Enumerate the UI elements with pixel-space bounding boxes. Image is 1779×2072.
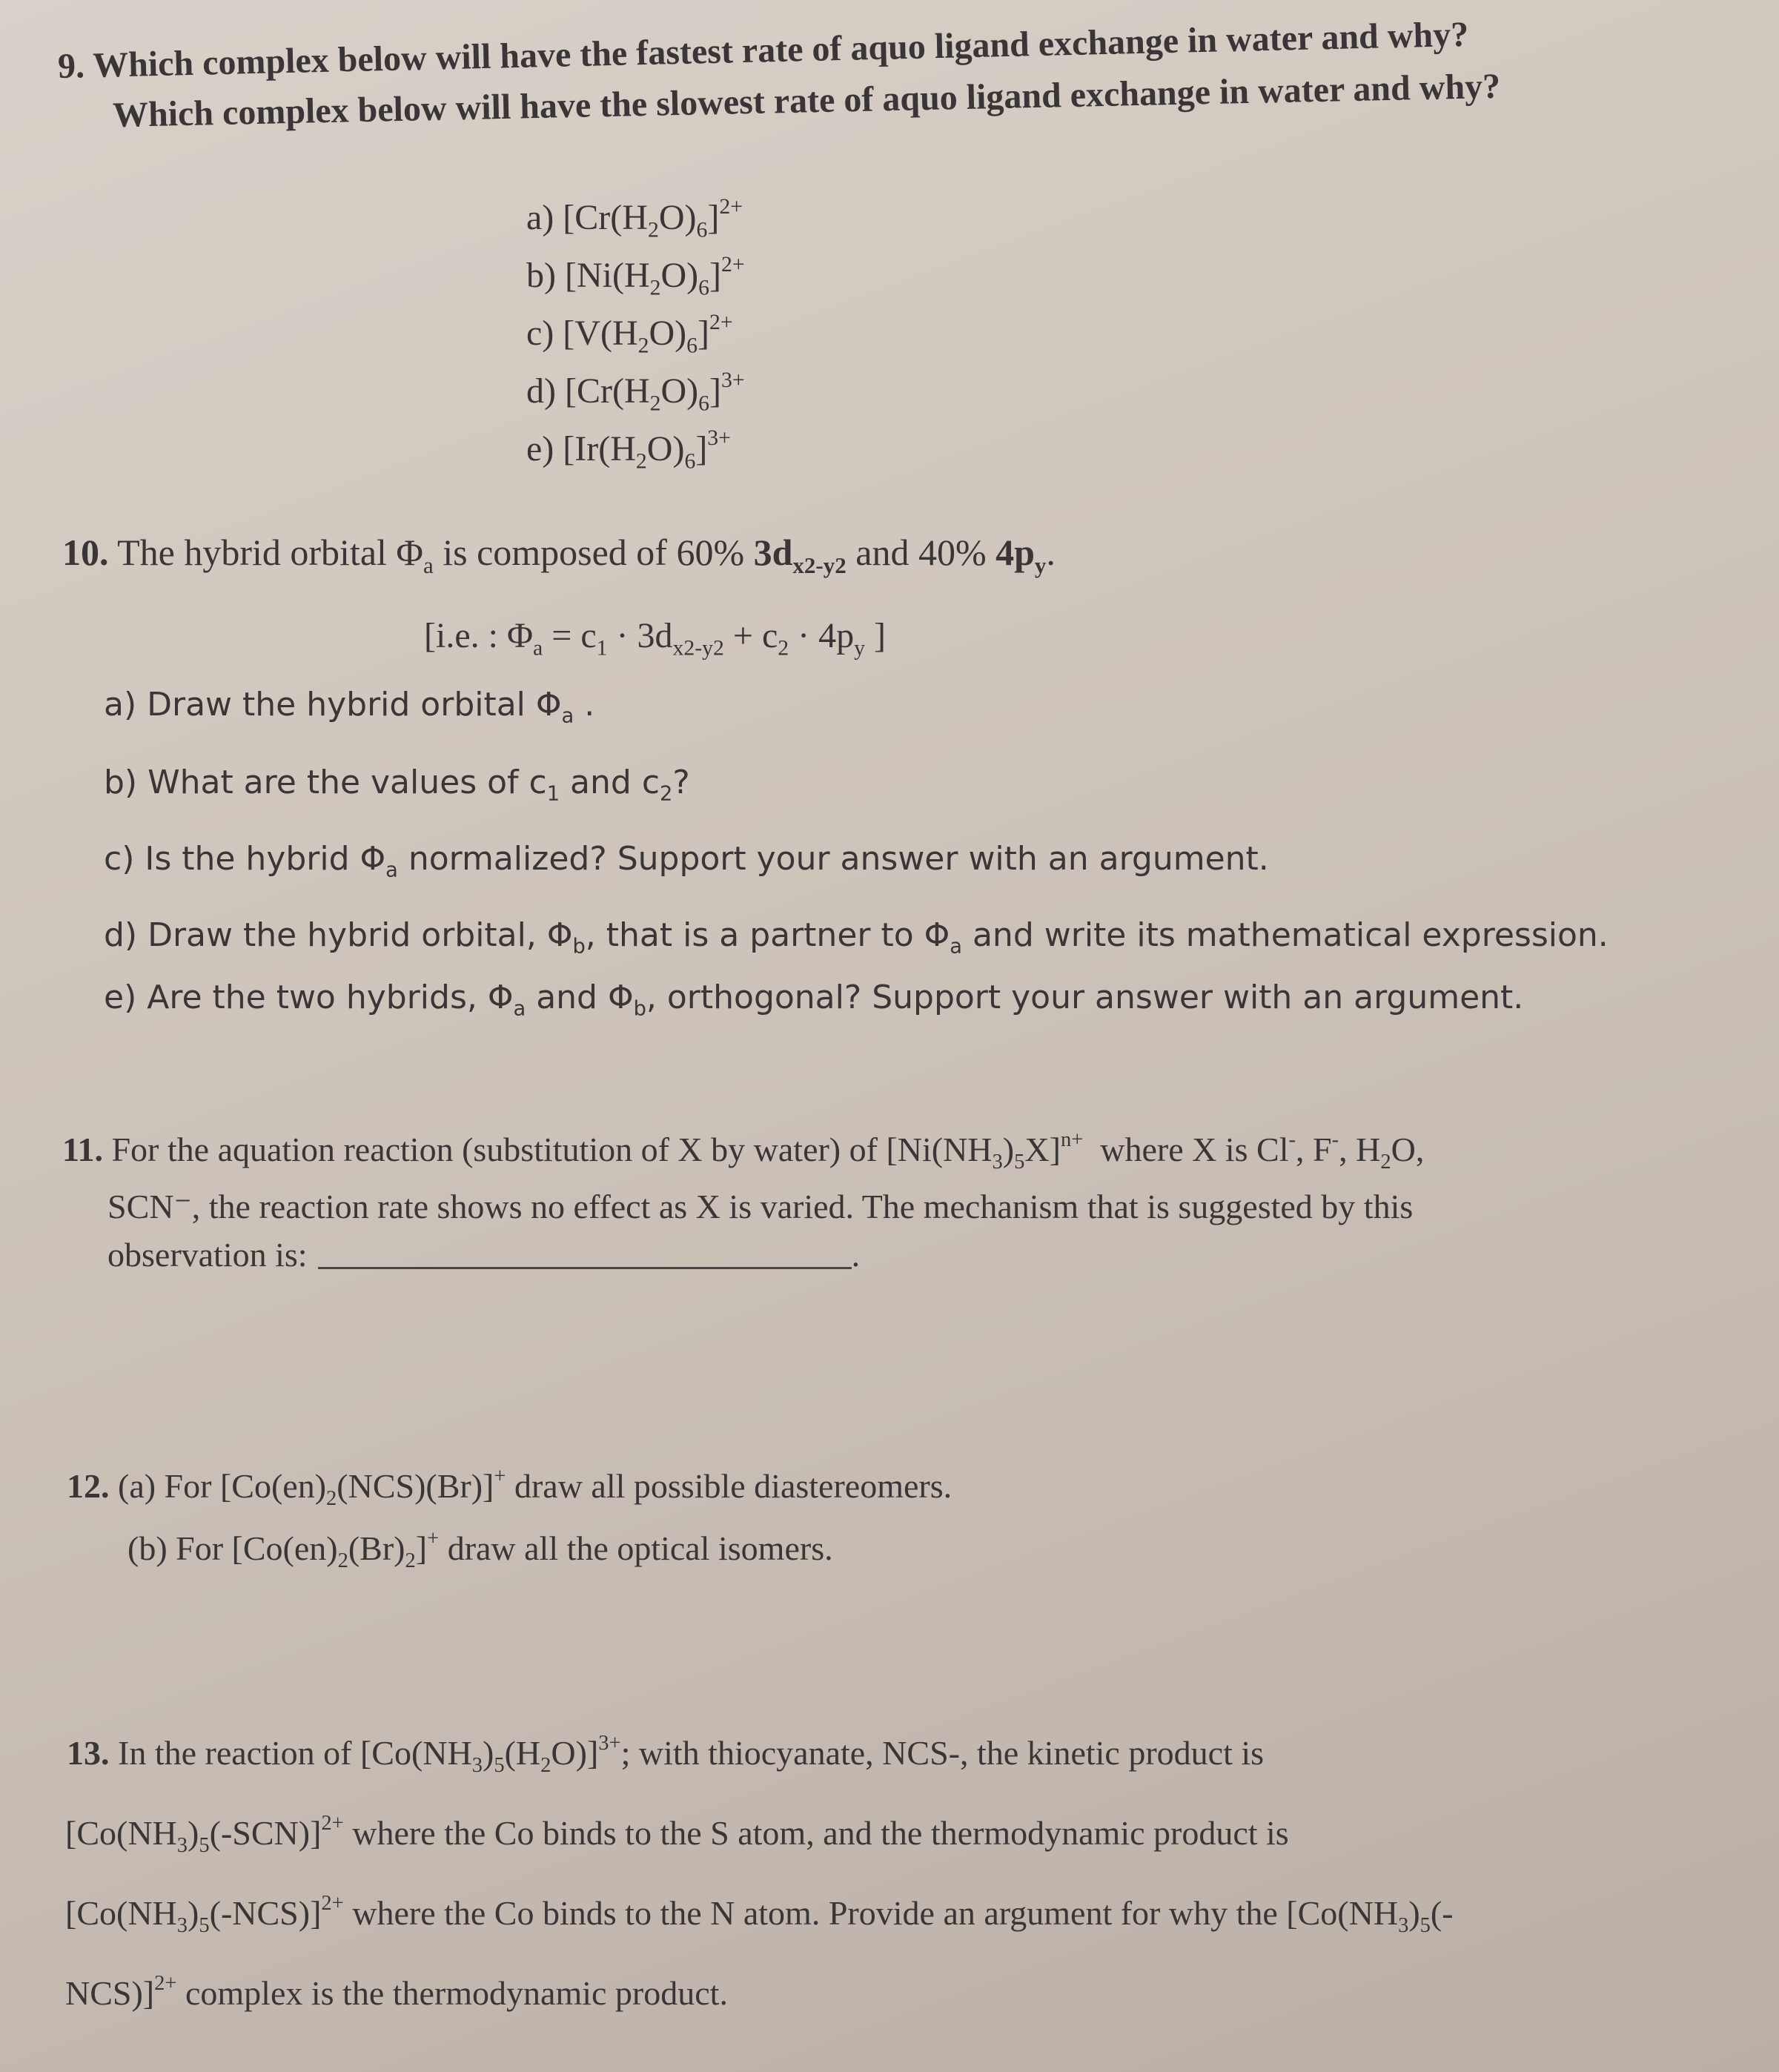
q10-part-a: a) Draw the hybrid orbital $\Phi_a$ .	[104, 686, 595, 728]
q10-part-d: d) Draw the hybrid orbital, $\Phi_b$, that is a partner to $\Phi_a$ and write its mathematical expression.	[104, 916, 1609, 959]
q11-line3: observation is: .	[107, 1236, 861, 1274]
q13-line3: $[Co(NH_3)_5(-NCS)]^{2+}$ where the Co binds to the N atom. Provide an argument for why the [$Co(NH_3)_5(-$	[65, 1892, 1454, 1937]
q9-number: 9.	[57, 46, 85, 86]
q11-number: 11.	[62, 1131, 103, 1168]
q9-option-b: b) $[Ni(H_2O)_6]^{2+}$	[526, 252, 745, 300]
q9-option-e: e) $[Ir(H_2O)_6]^{3+}$	[526, 426, 731, 474]
q12-part-a: 12. (a) For $[Co(en)_2(NCS)(Br)]^+$ draw all possible diastereomers.	[67, 1465, 953, 1510]
q9-option-a: a) $[Cr(H_2O)_6]^{2+}$	[526, 194, 743, 242]
q10-ie-equation: [i.e. : $\Phi_a = c_1 \cdot 3d_{x2-y2} + c_2 \cdot 4p_y$ ]	[424, 616, 887, 661]
q9-fastest-text: Which complex below will have the fastest rate of aquo ligand exchange in water and why?	[92, 14, 1469, 85]
q10-number: 10.	[62, 532, 109, 573]
q12-number: 12.	[67, 1467, 110, 1505]
q12-part-b: (b) For $[Co(en)_2(Br)_2]^+$ draw all the optical isomers.	[127, 1527, 833, 1572]
q10-intro: 10. The hybrid orbital $\Phi_a$ is composed of 60% $3d_{x2-y2}$ and 40% $4p_y$.	[62, 532, 1056, 578]
q13-line2: $[Co(NH_3)_5(-SCN)]^{2+}$ where the Co binds to the S atom, and the thermodynamic product is	[65, 1812, 1289, 1857]
q10-part-c: c) Is the hybrid $\Phi_a$ normalized? Support your answer with an argument.	[104, 840, 1269, 882]
q11-line1: 11. For the aquation reaction (substitution of X by water) of $[Ni(NH_3)_5X]^{n+}$ where X is Cl-, F-, $H_2O$,	[62, 1128, 1425, 1174]
q13-number: 13.	[67, 1734, 110, 1772]
q10-part-e: e) Are the two hybrids, $\Phi_a$ and $\Phi_b$, orthogonal? Support your answer with an argument.	[104, 979, 1524, 1021]
q9-option-c: c) $[V(H_2O)_6]^{2+}$	[526, 310, 733, 358]
q11-line2: SCN⁻, the reaction rate shows no effect as X is varied. The mechanism that is suggested by this	[107, 1188, 1414, 1225]
q9-slowest-text: Which complex below will have the slowest rate of aquo ligand exchange in water and why?	[112, 66, 1501, 135]
q11-answer-blank[interactable]	[318, 1267, 852, 1269]
q13-line4: NCS)]$^{2+}$ complex is the thermodynamic product.	[65, 1972, 728, 2012]
q13-line1: 13. In the reaction of $[Co(NH_3)_5(H_2O)]^{3+}$; with thiocyanate, NCS-, the kinetic product is	[67, 1732, 1265, 1777]
q10-part-b: b) What are the values of $c_1$ and $c_2$?	[104, 764, 690, 806]
q9-option-d: d) $[Cr(H_2O)_6]^{3+}$	[526, 368, 745, 416]
